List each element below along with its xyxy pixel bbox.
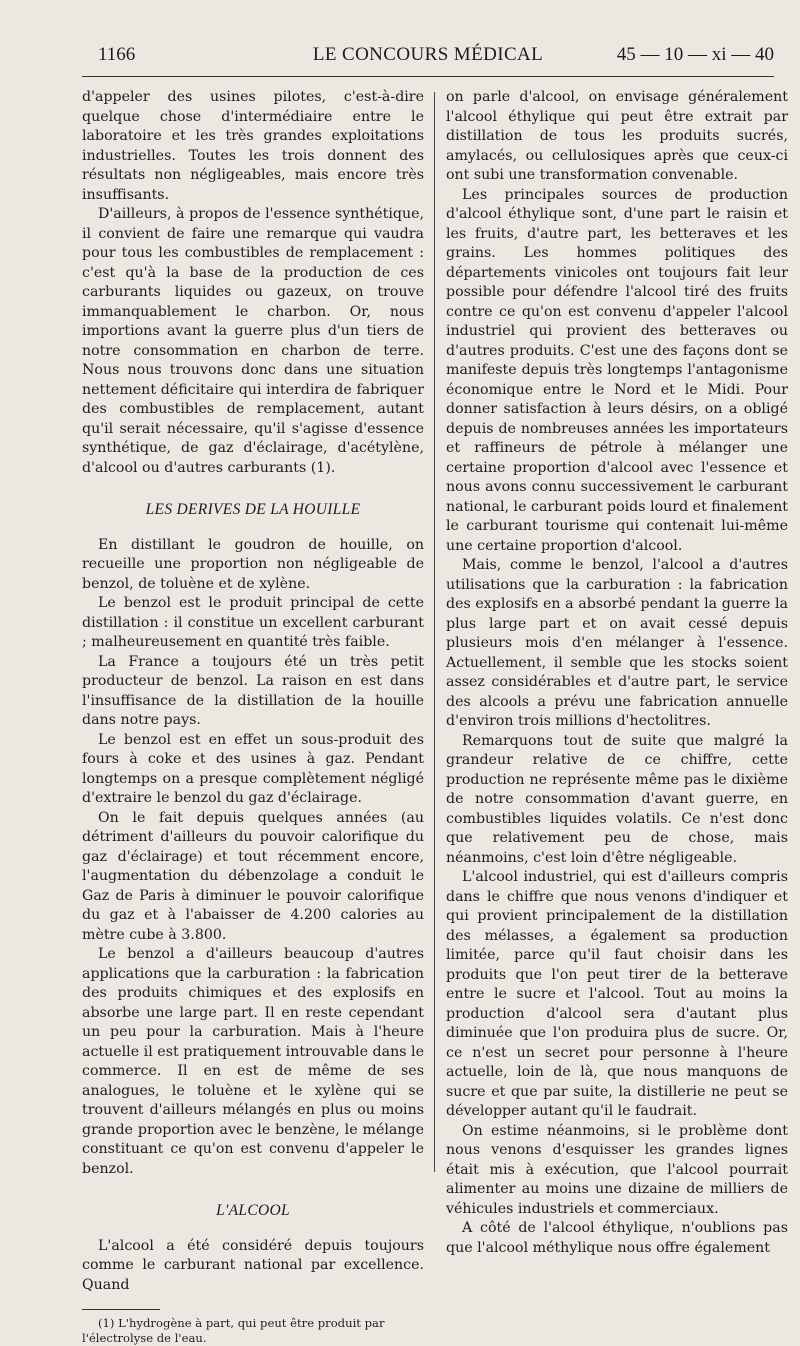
issue-date: 45 — 10 — xi — 40 (616, 44, 774, 65)
left-column (82, 88, 424, 1346)
right-column (446, 88, 788, 1258)
column-divider (434, 92, 435, 1172)
header-rule (82, 76, 774, 77)
page-header (82, 44, 774, 70)
paragraph: Mais, comme le benzol, l'alcool a d'autres utilisations que la carburation : la fabrication des explosifs en a absorbé pendant la guerre la plus large part et on avait cessé depuis plusieurs mois d'en mélanger à l'essence. Actuellement, il semble que les stocks soient assez considérables et d'autre part, le service des alcools a prévu une fabrication annuelle d'environ trois millions d'hectolitres. (446, 557, 788, 729)
paragraph: On le fait depuis quelques années (au détriment d'ailleurs du pouvoir calorifique du gaz d'éclairage) et tout récemment encore, l'augmentation du débenzolage a conduit le Gaz de Paris à diminuer le pouvoir calorifique du gaz et à l'abaisser de 4.200 calories au mètre cube à 3.800. (82, 809, 424, 943)
paragraph: Le benzol est en effet un sous-produit des fours à coke et des usines à gaz. Pendant longtemps on a presque complètement négligé d'extraire le benzol du gaz d'éclairage. (82, 731, 424, 806)
paragraph: d'appeler des usines pilotes, c'est-à-dire quelque chose d'intermédiaire entre le laboratoire et les très grandes exploitations industrielles. Toutes les trois donnent des résultats non négligeables, mais encore très insuffisants. (82, 89, 424, 203)
section-heading-houille: LES DERIVES DE LA HOUILLE (145, 501, 361, 518)
paragraph: D'ailleurs, à propos de l'essence synthétique, il convient de faire une remarque qui vaudra pour tous les combustibles de remplacement : c'est qu'à la base de la production de ces carburants liquides ou gazeux, on trouve immanquablement le charbon. Or, nous importions avant la guerre plus d'un tiers de notre consommation en charbon de terre. Nous nous trouvons donc dans une situation nettement déficitaire qui interdira de fabriquer des combustibles de remplacement, autant qu'il serait nécessaire, qu'il s'agisse d'essence synthétique, de gaz d'éclairage, d'acétylène, d'alcool ou d'autres carburants (1). (82, 206, 424, 476)
paragraph: On estime néanmoins, si le problème dont nous venons d'esquisser les grandes lignes était mis à exécution, que l'alcool pourrait alimenter au moins une dizaine de milliers de véhicules industriels et commerciaux. (446, 1122, 788, 1217)
paragraph: L'alcool a été considéré depuis toujours comme le carburant national par excellence. Quand (82, 1237, 424, 1293)
paragraph: Le benzol est le produit principal de cette distillation : il constitue un excellent carburant ; malheureusement en quantité très faible. (82, 595, 424, 650)
paragraph: Le benzol a d'ailleurs beaucoup d'autres applications que la carburation : la fabrication des produits chimiques et des explosifs en absorbe une large part. Il en reste cependant un peu pour la carburation. Mais à l'heure actuelle il est pratiquement introuvable dans le commerce. Il en est de même de ses analogues, le toluène et le xylène qui se trouvent d'ailleurs mélangés en plus ou moins grande proportion avec le benzène, le mélange constituant ce qu'on est convenu d'appeler le benzol. (82, 946, 424, 1177)
paragraph: L'alcool industriel, qui est d'ailleurs compris dans le chiffre que nous venons d'indiquer et qui provient principalement de la distillation des mélasses, a également sa production limitée, parce qu'il faut choisir dans les produits que l'on peut tirer de la betterave entre le sucre et l'alcool. Tout au moins la production d'alcool sera d'autant plus diminuée que l'on produira plus de sucre. Or, ce n'est un secret pour personne à l'heure actuelle, loin de là, que nous manquons de sucre et que par suite, la distillerie ne peut se développer autant qu'il le faudrait. (446, 869, 788, 1119)
journal-title: LE CONCOURS MÉDICAL (312, 44, 544, 65)
paragraph: La France a toujours été un très petit producteur de benzol. La raison en est dans l'insuffisance de la distillation de la houille dans notre pays. (82, 653, 424, 728)
paragraph: Remarquons tout de suite que malgré la grandeur relative de ce chiffre, cette production ne représente même pas le dixième de notre consommation d'avant guerre, en combustibles liquides volatils. Ce n'est donc que relativement peu de chose, mais néanmoins, c'est loin d'être négligeable. (446, 732, 788, 866)
paragraph: on parle d'alcool, on envisage généralement l'alcool éthylique qui peut être extrait par distillation de tous les produits sucrés, amylacés, ou cellulosiques après que ceux-ci ont subi une transformation convenable. (446, 89, 788, 183)
paragraph: A côté de l'alcool éthylique, n'oublions pas que l'alcool méthylique nous offre également (446, 1220, 788, 1256)
paragraph: Les principales sources de production d'alcool éthylique sont, d'une part le raisin et les fruits, d'autre part, les betteraves et les grains. Les hommes politiques des départements vinicoles ont toujours fait leur possible pour défendre l'alcool tiré des fruits contre ce qu'on est convenu d'appeler l'alcool industriel qui provient des betteraves ou d'autres produits. C'est une des façons dont se manifeste depuis très longtemps l'antagonisme économique entre le Nord et le Midi. Pour donner satisfaction à leurs désirs, on a obligé depuis de nombreuses années les importateurs et raffineurs de pétrole à mélanger une certaine proportion d'alcool avec l'essence et nous avons connu successivement le carburant national, le carburant poids lourd et finalement le carburant tourisme qui contenait lui-même une certaine proportion d'alcool. (446, 186, 788, 554)
section-heading-alcool: L'ALCOOL (216, 1202, 290, 1219)
footnote-rule (82, 1309, 160, 1310)
footnote: (1) L'hydrogène à part, qui peut être produit par l'électrolyse de l'eau. (82, 1316, 385, 1345)
paragraph: En distillant le goudron de houille, on recueille une proportion non négligeable de benzol, de toluène et de xylène. (82, 536, 424, 592)
page-number: 1166 (98, 44, 136, 65)
